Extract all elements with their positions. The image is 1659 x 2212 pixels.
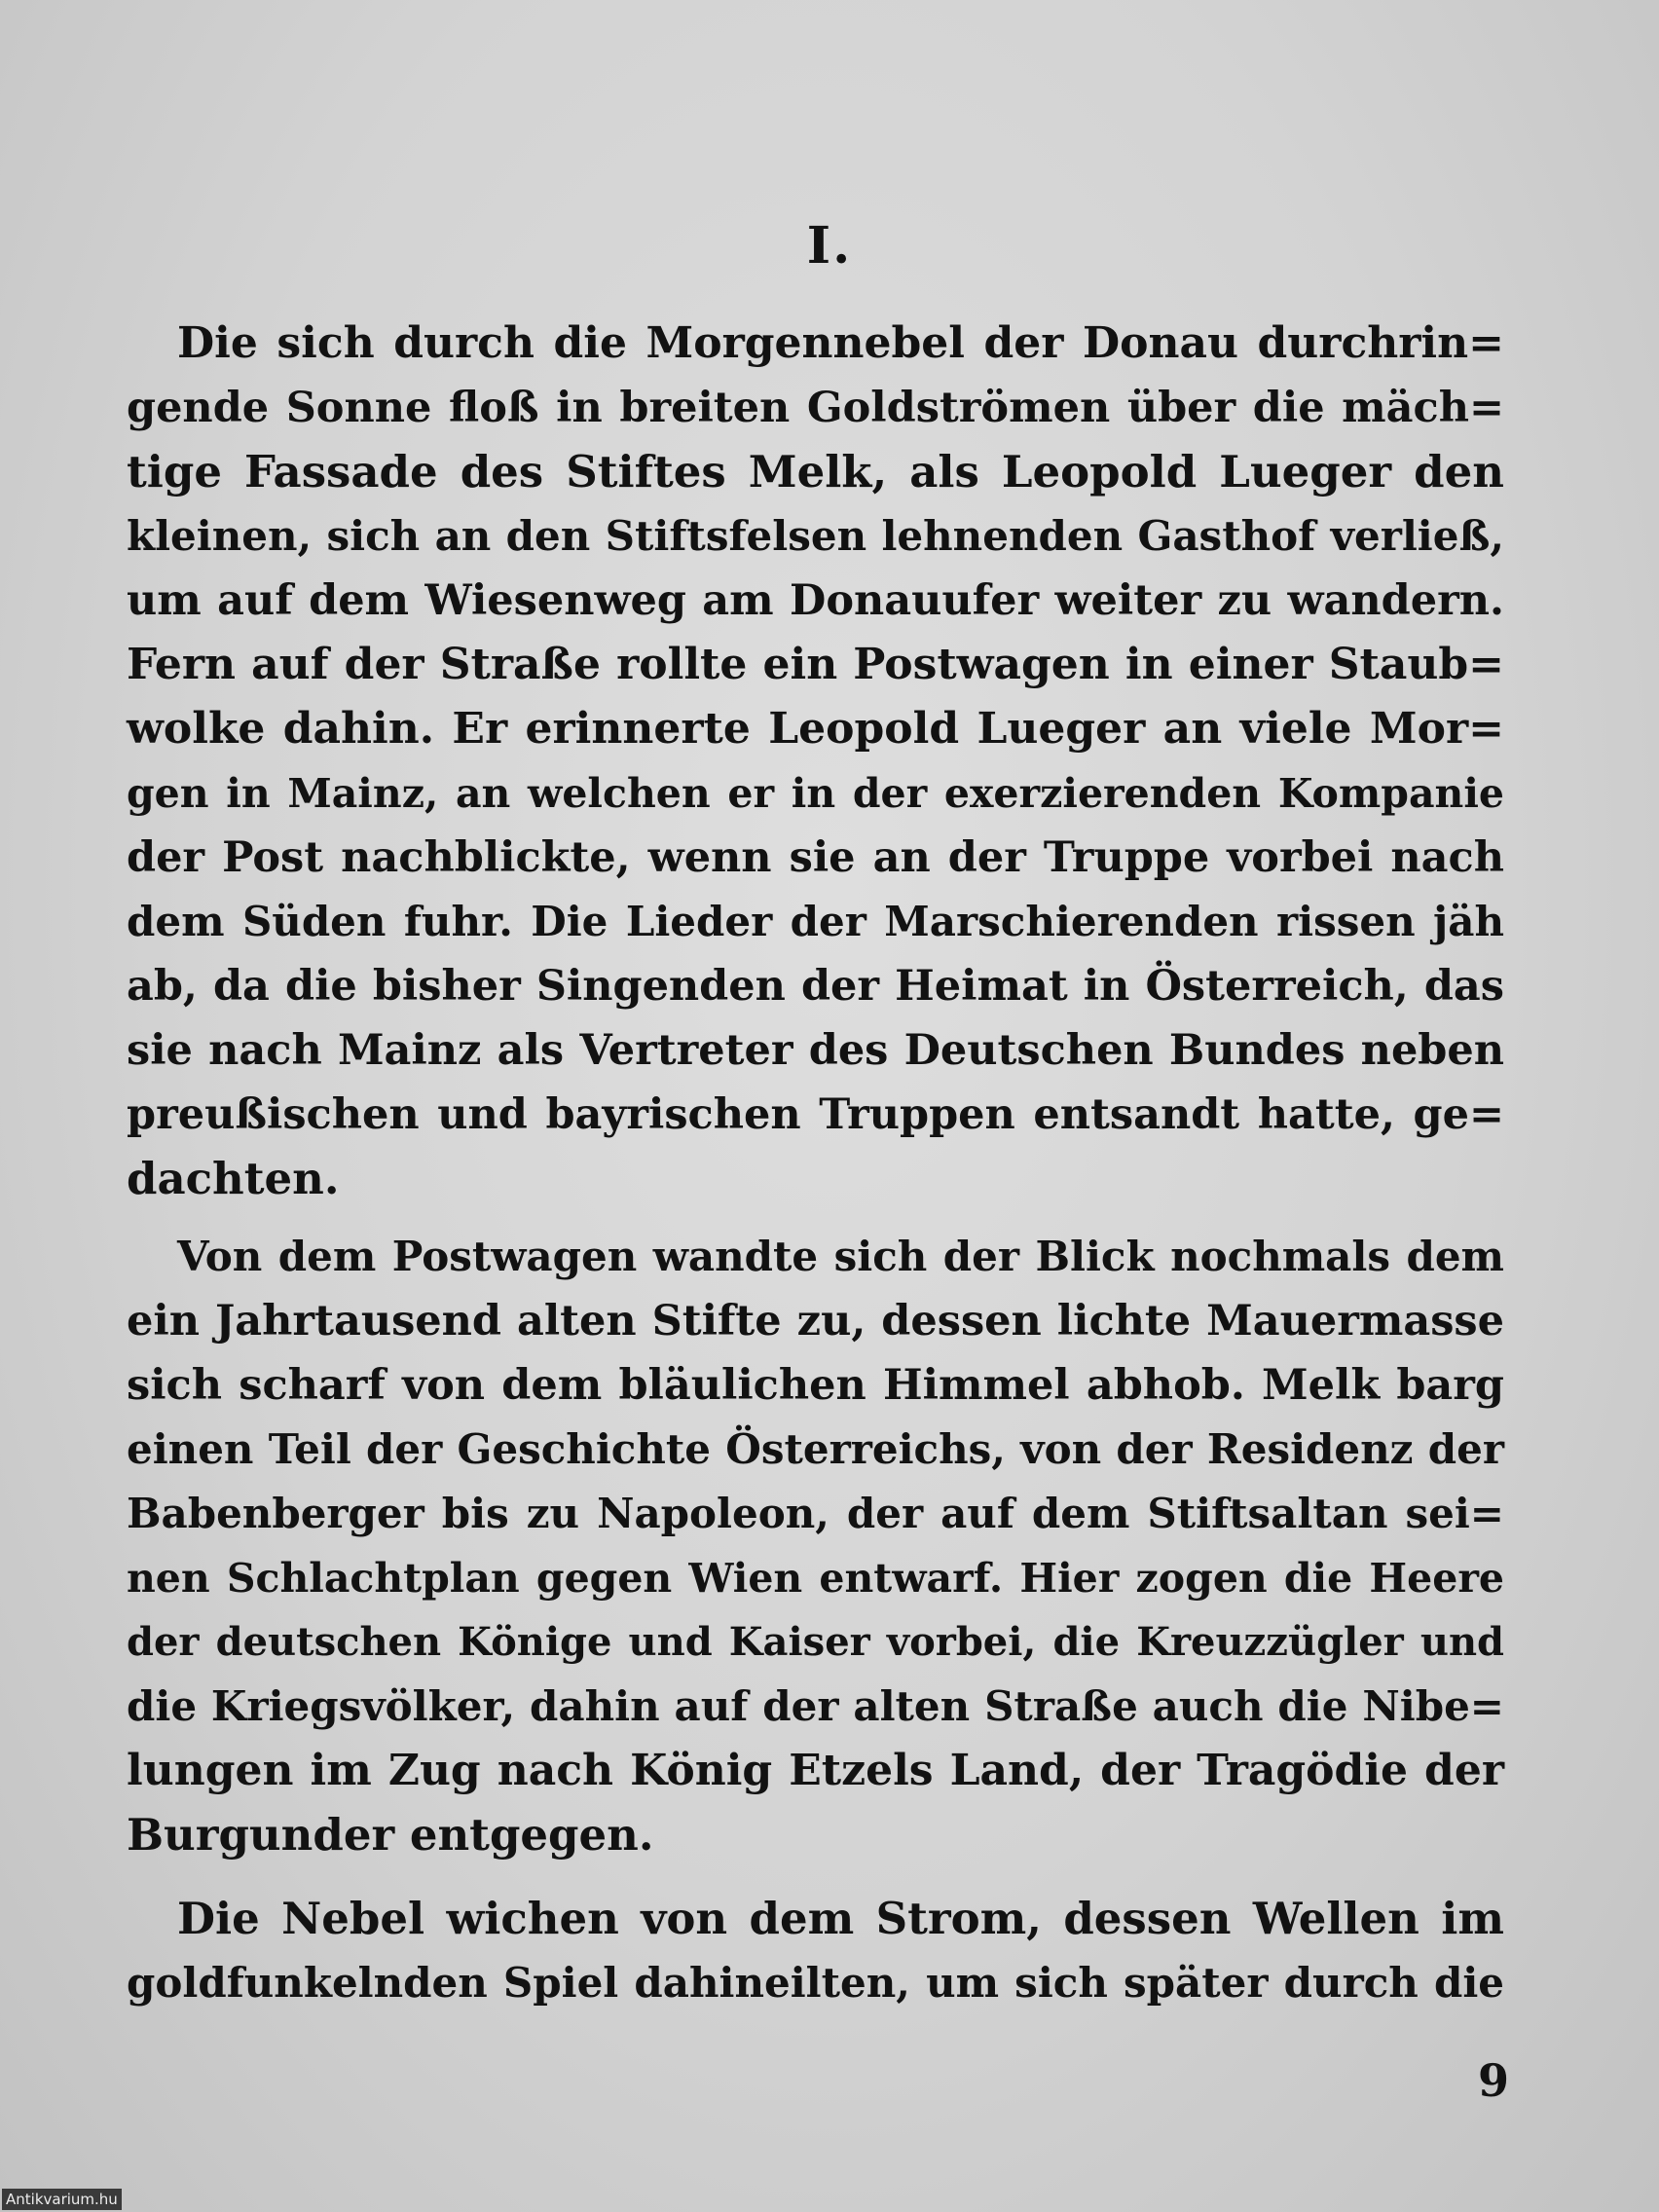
text-line: ein Jahrtausend alten Stifte zu, dessen lichte Mauermasse (127, 1297, 1504, 1346)
text-line: nen Schlachtplan gegen Wien entwarf. Hier zogen die Heere (127, 1555, 1504, 1602)
text-line: dachten. (127, 1153, 340, 1204)
text-line: um auf dem Wiesenweg am Donauufer weiter zu wandern. (127, 576, 1504, 625)
text-line: Burgunder entgegen. (127, 1809, 654, 1861)
watermark: Antikvarium.hu (2, 2189, 122, 2210)
text-line: gen in Mainz, an welchen er in der exerzierenden Kompanie (127, 770, 1504, 817)
text-line: goldfunkelnden Spiel dahineilten, um sich später durch die (127, 1959, 1504, 2007)
text-line: dem Süden fuhr. Die Lieder der Marschierenden rissen jäh (127, 898, 1504, 945)
text-line: Die sich durch die Morgennebel der Donau durchrin= (177, 318, 1504, 368)
text-line: Die Nebel wichen von dem Strom, dessen Wellen im (177, 1893, 1504, 1944)
text-line: preußischen und bayrischen Truppen entsandt hatte, ge= (127, 1090, 1504, 1139)
text-line: sie nach Mainz als Vertreter des Deutschen Bundes neben (127, 1026, 1504, 1075)
text-line: Babenberger bis zu Napoleon, der auf dem Stiftsaltan sei= (127, 1490, 1504, 1537)
text-line: ab, da die bisher Singenden der Heimat in Österreich, das (127, 962, 1504, 1011)
text-line: Von dem Postwagen wandte sich der Blick nochmals dem (177, 1233, 1504, 1280)
text-line: gende Sonne floß in breiten Goldströmen über die mäch= (127, 384, 1504, 432)
text-line: der Post nachblickte, wenn sie an der Truppe vorbei nach (127, 833, 1504, 882)
text-line: einen Teil der Geschichte Österreichs, von der Residenz der (127, 1425, 1504, 1473)
chapter-heading: I. (806, 216, 853, 276)
text-line: tige Fassade des Stiftes Melk, als Leopold Lueger den (127, 446, 1504, 498)
page-number: 9 (1477, 2054, 1509, 2107)
text-line: wolke dahin. Er erinnerte Leopold Lueger an viele Mor= (127, 704, 1504, 754)
text-line: Fern auf der Straße rollte ein Postwagen in einer Staub= (127, 640, 1504, 689)
text-line: der deutschen Könige und Kaiser vorbei, die Kreuzzügler und (127, 1619, 1504, 1665)
text-line: sich scharf von dem bläulichen Himmel abhob. Melk barg (127, 1361, 1504, 1410)
text-line: kleinen, sich an den Stiftsfelsen lehnenden Gasthof verließ, (127, 512, 1504, 560)
text-line: lungen im Zug nach König Etzels Land, der Tragödie der (127, 1746, 1504, 1795)
text-line: die Kriegsvölker, dahin auf der alten Straße auch die Nibe= (127, 1682, 1504, 1730)
